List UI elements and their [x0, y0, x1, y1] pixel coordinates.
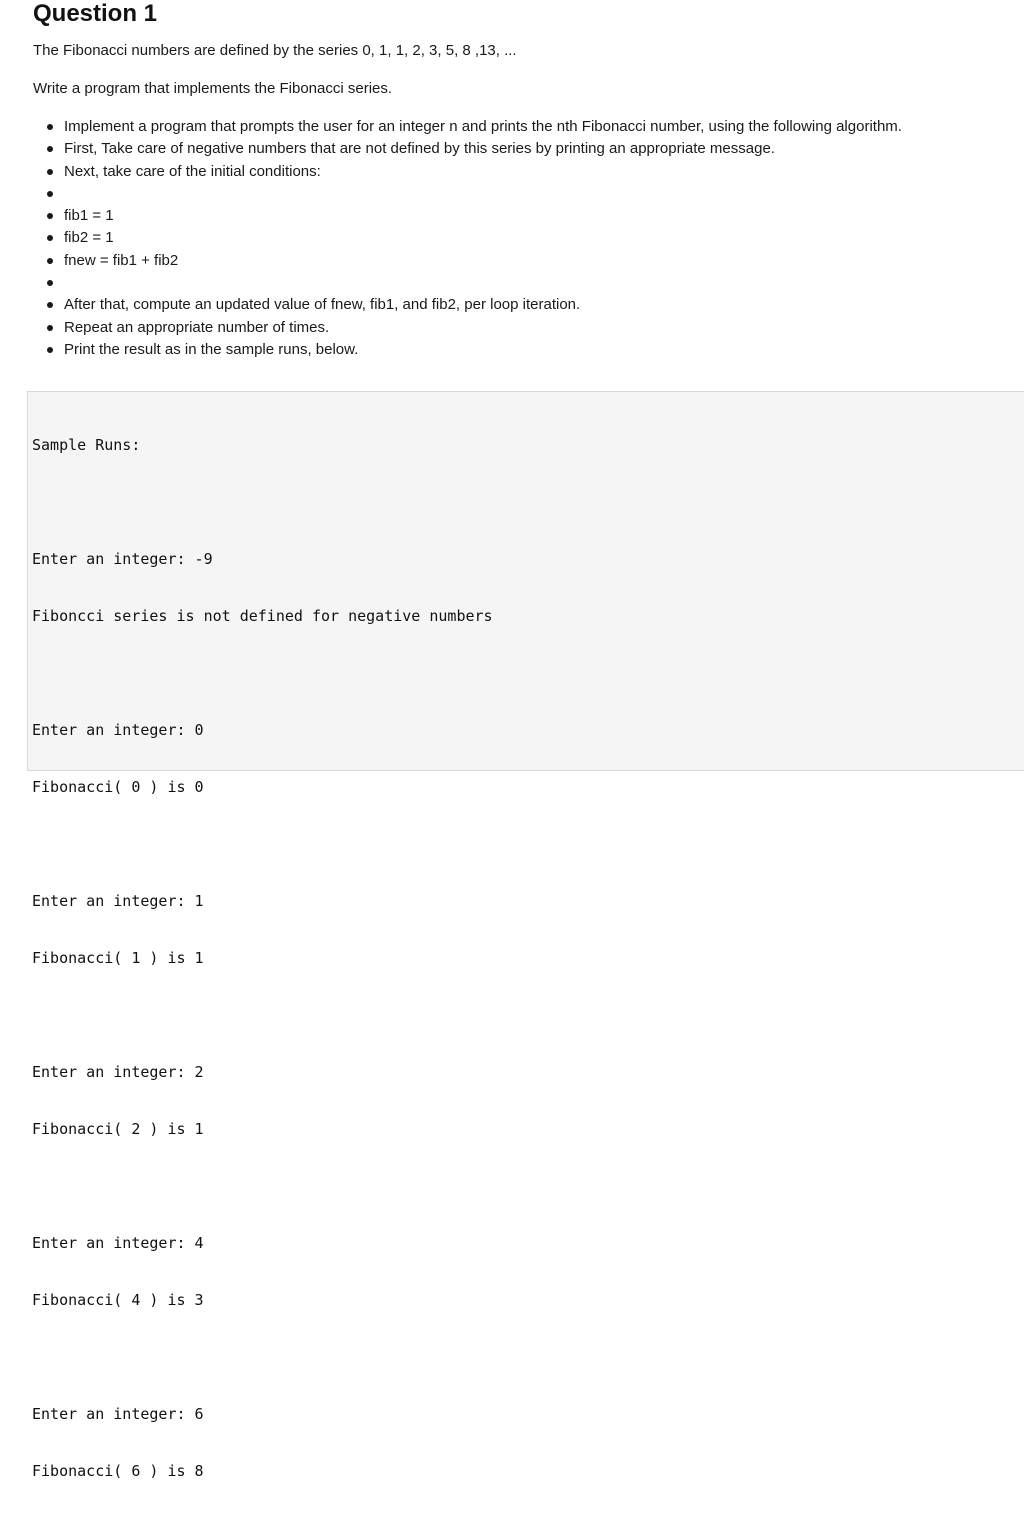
- code-line: Fiboncci series is not defined for negative numbers: [32, 607, 493, 625]
- code-line: Enter an integer: 4: [32, 1234, 204, 1252]
- code-line: Enter an integer: 6: [32, 1405, 204, 1423]
- instruction-item: fib2 = 1: [33, 227, 902, 249]
- code-line: [32, 1006, 493, 1025]
- code-line: Fibonacci( 4 ) is 3: [32, 1291, 204, 1309]
- instruction-item: Next, take care of the initial conditions:: [33, 161, 902, 183]
- code-line: [32, 1177, 493, 1196]
- code-line: Fibonacci( 2 ) is 1: [32, 1120, 204, 1138]
- instruction-item: First, Take care of negative numbers that are not defined by this series by printing an appropriate message.: [33, 138, 902, 160]
- code-line: [32, 493, 493, 512]
- code-line: Enter an integer: 2: [32, 1063, 204, 1081]
- code-line: [32, 664, 493, 683]
- instruction-item: fib1 = 1: [33, 205, 902, 227]
- sample-runs-code: [32, 398, 493, 1519]
- code-line: Enter an integer: 1: [32, 892, 204, 910]
- instruction-item: After that, compute an updated value of fnew, fib1, and fib2, per loop iteration.: [33, 294, 902, 316]
- code-line: Enter an integer: -9: [32, 550, 213, 568]
- instruction-item: Repeat an appropriate number of times.: [33, 317, 902, 339]
- code-line: Fibonacci( 6 ) is 8: [32, 1462, 204, 1480]
- task-statement: Write a program that implements the Fibonacci series.: [33, 80, 393, 97]
- series-definition: The Fibonacci numbers are defined by the series 0, 1, 1, 2, 3, 5, 8 ,13, ...: [33, 42, 517, 59]
- instruction-item-empty: [33, 183, 902, 205]
- code-line: [32, 1348, 493, 1367]
- code-line: Enter an integer: 0: [32, 721, 204, 739]
- instruction-item: fnew = fib1 + fib2: [33, 250, 902, 272]
- question-title: Question 1: [33, 0, 158, 27]
- instruction-item: Print the result as in the sample runs, below.: [33, 339, 902, 361]
- code-line: Fibonacci( 0 ) is 0: [32, 778, 204, 796]
- instruction-list: [33, 116, 902, 361]
- code-line: [32, 835, 493, 854]
- instruction-item-empty: [33, 272, 902, 294]
- instruction-item: Implement a program that prompts the user for an integer n and prints the nth Fibonacci number, using the following algorithm.: [33, 116, 902, 138]
- code-line: Fibonacci( 1 ) is 1: [32, 949, 204, 967]
- code-line: Sample Runs:: [32, 436, 141, 454]
